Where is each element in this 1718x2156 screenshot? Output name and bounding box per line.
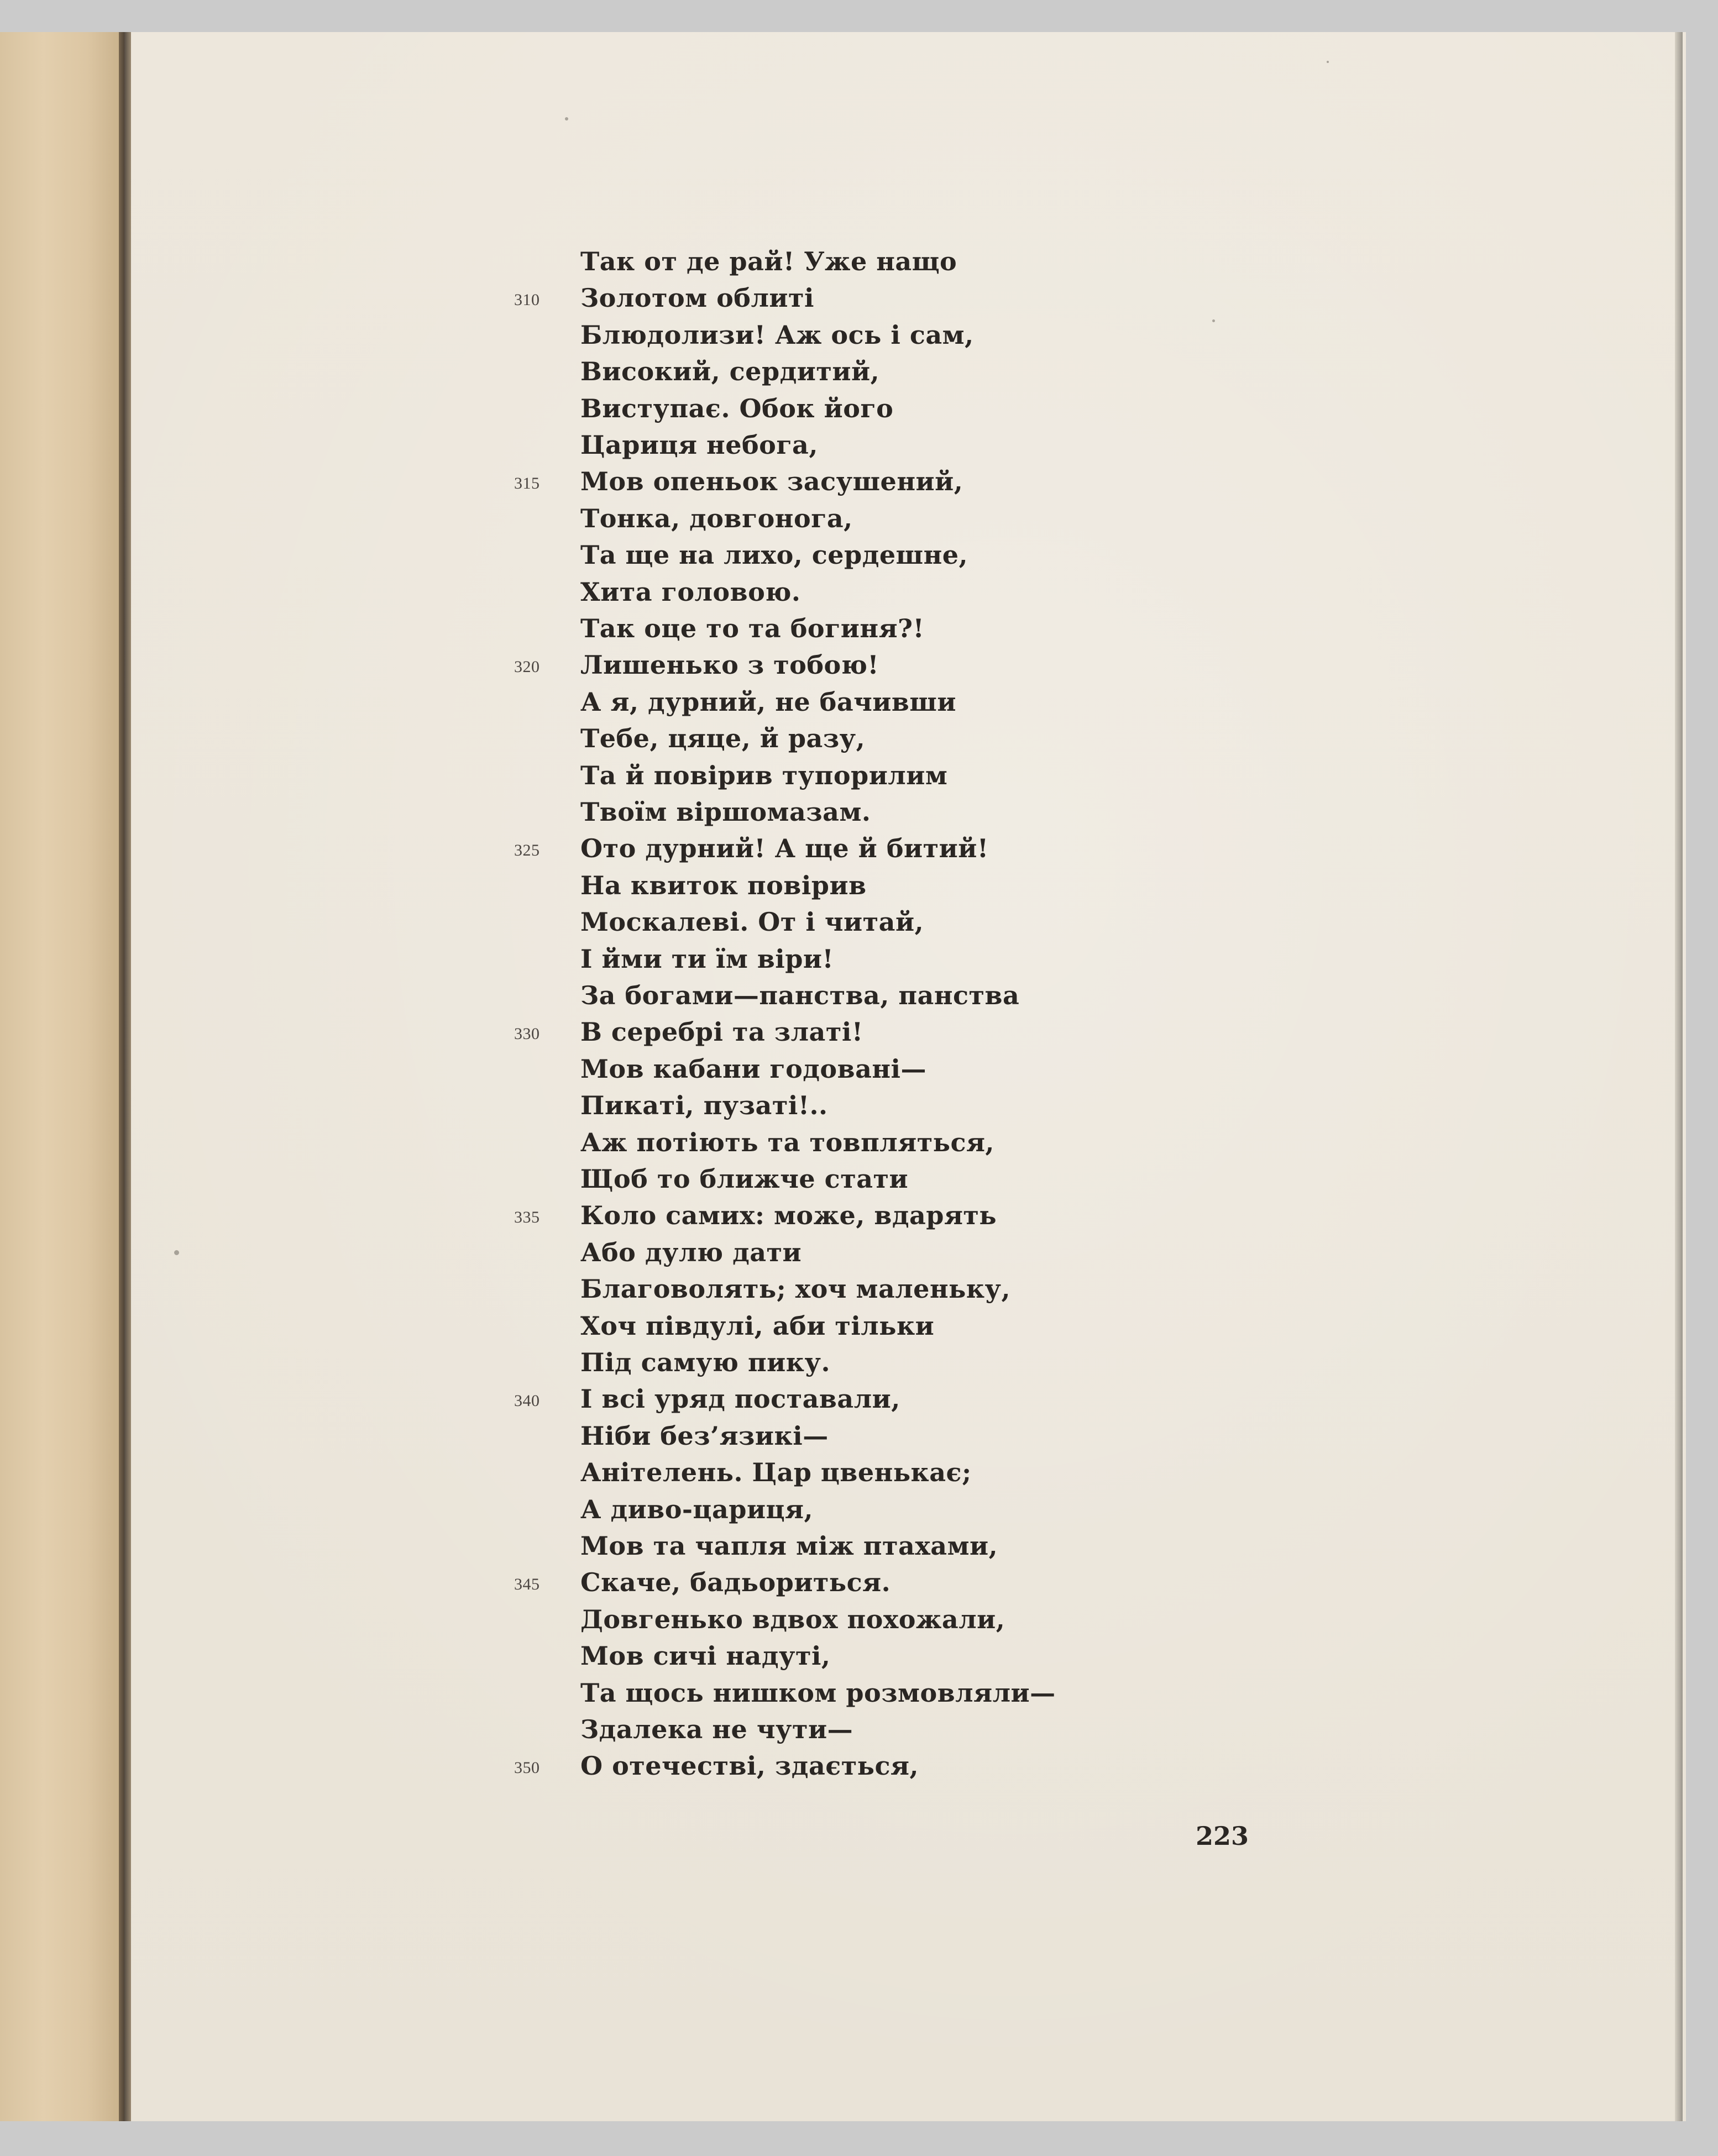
verse-line: [580, 977, 1019, 1014]
verse-text: Скаче, бадьориться.: [580, 1567, 891, 1598]
verse-line: [580, 353, 879, 390]
verse-text: За богами—панства, панства: [580, 980, 1020, 1010]
verse-line: [514, 1197, 997, 1234]
verse-line: [580, 904, 924, 940]
verse-line: [580, 1528, 998, 1564]
verse-text: Під самую пику.: [580, 1347, 830, 1377]
verse-line: [580, 1675, 1056, 1711]
verse-text: Тонка, довгонога,: [580, 503, 853, 533]
verse-text: Або дулю дати: [580, 1237, 802, 1267]
verse-line: [514, 280, 815, 316]
verse-line: [580, 1601, 1005, 1638]
verse-line: [580, 1638, 830, 1674]
line-number: 310: [514, 291, 540, 310]
verse-line: [580, 537, 968, 573]
verse-line: [514, 830, 989, 867]
verse-text: Ніби без’язикі—: [580, 1420, 829, 1451]
verse-line: [580, 317, 974, 353]
verse-text: І всі уряд поставали,: [580, 1384, 900, 1414]
verse-text: Та щось нишком розмовляли—: [580, 1677, 1056, 1708]
verse-text: Так оце то та богиня?!: [580, 613, 925, 643]
verse-text: Хоч півдулі, аби тільки: [580, 1310, 935, 1341]
verse-line: [580, 1308, 934, 1344]
line-number: 315: [514, 474, 540, 493]
verse-line: [580, 1087, 828, 1124]
line-number: 335: [514, 1208, 540, 1227]
verse-line: [580, 1051, 926, 1087]
line-number: 325: [514, 841, 540, 860]
verse-line: [514, 1014, 863, 1050]
verse-text: Блюдолизи! Аж ось і сам,: [580, 319, 974, 350]
verse-line: [580, 574, 800, 610]
verse-text: В серебрі та златі!: [580, 1017, 863, 1047]
verse-text: Золотом облиті: [580, 283, 815, 313]
verse-text: Мов сичі надуті,: [580, 1641, 831, 1671]
line-number: 340: [514, 1392, 540, 1410]
verse-line: [514, 1564, 891, 1601]
page-number: 223: [1196, 1821, 1249, 1851]
verse-text: Щоб то ближче стати: [580, 1164, 909, 1194]
verse-text: На квиток повірив: [580, 870, 867, 900]
verse-text: Аж потіють та товпляться,: [580, 1127, 994, 1157]
line-number: 350: [514, 1759, 540, 1777]
verse-text: Мов кабани годовані—: [580, 1053, 927, 1084]
verse-line: [580, 427, 818, 463]
verse-line: [580, 1418, 829, 1454]
verse-line: [580, 1491, 813, 1528]
verse-text: Мов та чапля між птахами,: [580, 1531, 998, 1561]
verse-text: І йми ти їм віри!: [580, 943, 834, 974]
verse-text: Та ще на лихо, сердешне,: [580, 540, 968, 570]
line-number: 330: [514, 1025, 540, 1043]
verse-text: Твоїм віршомазам.: [580, 797, 871, 827]
line-number: 320: [514, 658, 540, 676]
verse-text: Виступає. Обок його: [580, 393, 894, 423]
verse-line: [514, 463, 963, 500]
verse-line: [580, 720, 865, 757]
verse-line: [580, 610, 924, 647]
line-number: 345: [514, 1575, 540, 1594]
verse-line: [580, 867, 867, 904]
verse-line: [580, 1271, 1010, 1307]
verse-line: [580, 757, 947, 794]
verse-line: [580, 1234, 802, 1271]
verse-line: [514, 647, 879, 683]
verse-text: А я, дурний, не бачивши: [580, 686, 956, 717]
verse-line: [580, 1344, 830, 1381]
verse-line: [580, 794, 871, 830]
verse-line: [580, 390, 893, 427]
verse-line: [580, 1161, 908, 1197]
verse-line: [580, 1711, 853, 1748]
verse-text: Лишенько з тобою!: [580, 650, 879, 680]
verse-text: Пикаті, пузаті!..: [580, 1090, 828, 1121]
verse-line: [580, 941, 834, 977]
verse-line: [580, 1124, 994, 1161]
verse-text: Москалеві. От і читай,: [580, 907, 924, 937]
verse-line: [580, 1454, 972, 1491]
verse-text: Ото дурний! А ще й битий!: [580, 833, 989, 864]
verse-text: Хита головою.: [580, 576, 801, 607]
verse-text: Здалека не чути—: [580, 1714, 853, 1744]
verse-line: [514, 1748, 919, 1784]
verse-line: [580, 243, 957, 280]
verse-text: Так от де рай! Уже нащо: [580, 246, 957, 276]
verse-line: [514, 1381, 900, 1417]
verse-text: А диво-цариця,: [580, 1494, 814, 1524]
verse-text: Благоволять; хоч маленьку,: [580, 1274, 1011, 1304]
verse-text: Та й повірив тупорилим: [580, 760, 948, 790]
verse-text: Тебе, цяце, й разу,: [580, 723, 866, 754]
verse-text: Мов опеньок засушений,: [580, 466, 963, 497]
verse-text: Цариця небога,: [580, 430, 818, 460]
verse-line: [580, 500, 853, 537]
verse-line: [580, 684, 956, 720]
verse-text: Довгенько вдвох похожали,: [580, 1604, 1005, 1634]
verse-text: Коло самих: може, вдарять: [580, 1200, 997, 1231]
verse-text: О отечестві, здається,: [580, 1751, 919, 1781]
verse-text: Анітелень. Цар цвенькає;: [580, 1457, 972, 1488]
verse-text: Високий, сердитий,: [580, 356, 880, 387]
